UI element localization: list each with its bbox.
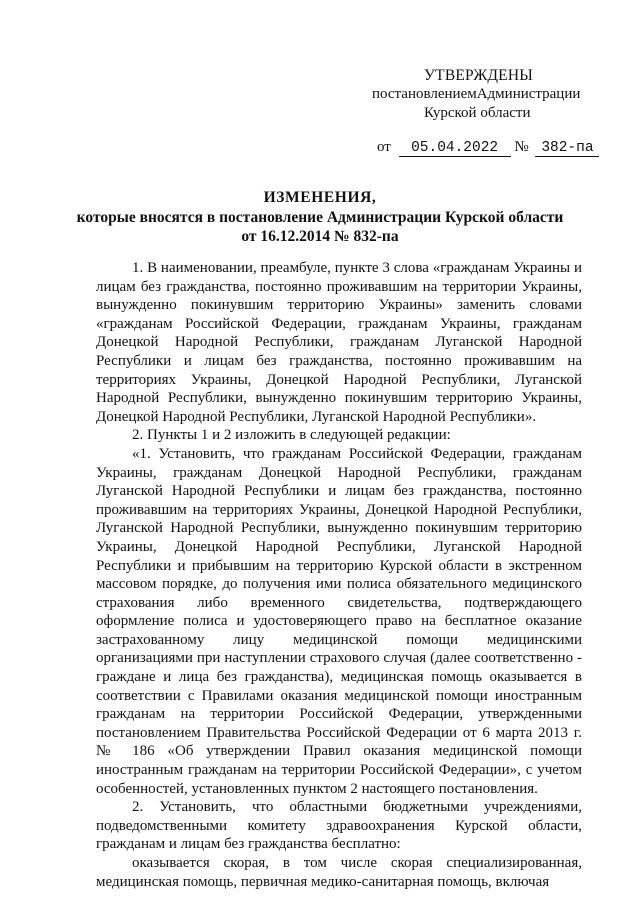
document-body <box>96 259 582 891</box>
date-prefix: от <box>377 139 391 155</box>
approval-number: 382-па <box>535 140 599 157</box>
approval-line-1: постановлениемАдминистрации <box>372 86 581 102</box>
paragraph-5: оказывается скорая, в том числе скорая специализированная, медицинская помощь, первичная медико-санитарная помощь, включая <box>96 855 582 890</box>
heading-subtitle-2: от 16.12.2014 № 832-па <box>241 228 399 245</box>
approval-date-line <box>377 138 617 157</box>
heading-title: ИЗМЕНЕНИЯ, <box>263 189 377 206</box>
approval-date: 05.04.2022 <box>399 140 511 157</box>
number-sign: № <box>514 139 529 155</box>
paragraph-3: «1. Установить, что гражданам Российской Федерации, гражданам Украины, гражданам Донецкой Народной Республики, гражданам Луганской Народной Республики и лицам без гражданства, постоянно проживавшим на территориях Украины, Донецкой Народной Республики, Луганской Народной Республики, вынужденно покинувшим территорию Украины, Донецкой Народной Республики, Луганской Народной Республики и прибывшим на территорию Курской области в экстренном массовом порядке, до получения ими полиса обязательного медицинского страхования либо временного свидетельства, подтверждающего оформление полиса и удостоверяющего право на бесплатное оказание застрахованному лицу медицинской помощи медицинскими организациями при наступлении страхового случая (далее соответственно - граждане и лица без гражданства), медицинская помощь оказывается в соответствии с Правилами оказания медицинской помощи иностранным гражданам на территории Российской Федерации, утвержденными постановлением Правительства Российской Федерации от 6 марта 2013 г. № 186 «Об утверждении Правил оказания медицинской помощи иностранным гражданам на территории Российской Федерации», с учетом особенностей, установленных пунктом 2 настоящего постановления. <box>96 445 582 797</box>
approval-title: УТВЕРЖДЕНЫ <box>424 67 533 84</box>
paragraph-4: 2. Установить, что областными бюджетными учреждениями, подведомственными комитету здравоохранения Курской области, гражданам и лицам без гражданства бесплатно: <box>96 799 582 853</box>
paragraph-1: 1. В наименовании, преамбуле, пункте 3 слова «гражданам Украины и лицам без гражданства, постоянно проживавшим на территории Украины, вынужденно покинувшим территорию Украины» заменить словами «гражданам Российской Федерации, гражданам Украины, гражданам Донецкой Народной Республики, гражданам Луганской Народной Республики и лицам без гражданства, постоянно проживавшим на территориях Украины, Донецкой Народной Республики, Луганской Народной Республики, вынужденно покинувшим территорию Украины, Донецкой Народной Республики, Луганской Народной Республики». <box>96 260 582 425</box>
heading-subtitle-1: которые вносятся в постановление Администрации Курской области <box>76 208 564 226</box>
approval-line-2: Курской области <box>424 105 531 121</box>
paragraph-2: 2. Пункты 1 и 2 изложить в следующей редакции: <box>132 427 451 444</box>
approval-stamp <box>372 66 612 123</box>
document-heading <box>0 188 640 247</box>
